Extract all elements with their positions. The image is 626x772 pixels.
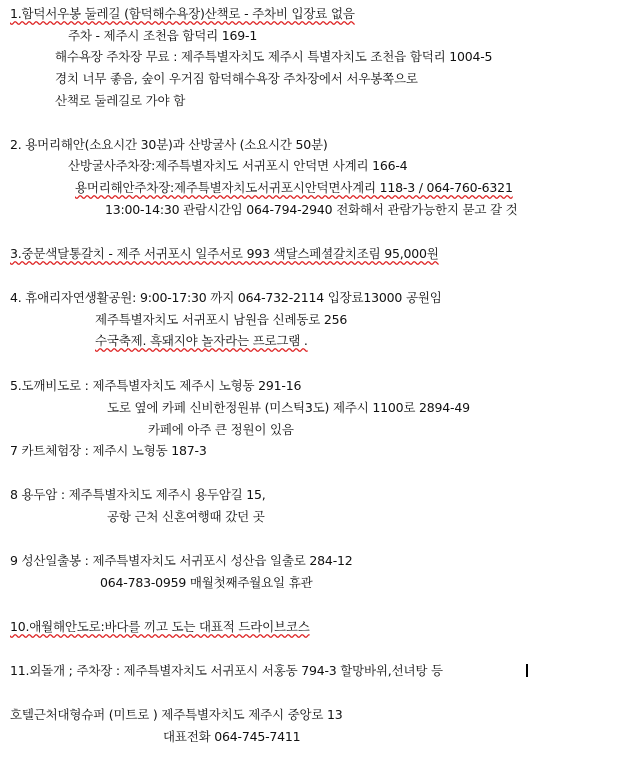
text-line: 수국축제. 흑돼지야 놀자라는 프로그램 . [95, 333, 308, 348]
text-line: 카페에 아주 큰 정원이 있음 [148, 422, 294, 437]
text-line: 주차 - 제주시 조천읍 함덕리 169-1 [68, 28, 258, 43]
text-line: 대표전화 064-745-7411 [163, 729, 301, 744]
text-line: 산책로 둘레길로 가야 함 [55, 93, 186, 108]
text-line: 064-783-0959 매월첫째주월요일 휴관 [100, 575, 313, 590]
text-line: 제주특별자치도 서귀포시 남원읍 신례동로 256 [95, 312, 348, 327]
text-line: 공항 근처 신혼여행때 갔던 곳 [107, 509, 265, 524]
text-line: 용머리해안주차장:제주특별자치도서귀포시안덕면사계리 118-3 / 064-760-6321 [75, 180, 513, 195]
text-line: 호텔근처대형슈퍼 (미트로 ) 제주특별자치도 제주시 중앙로 13 [10, 707, 343, 722]
text-line: 2. 용머리해안(소요시간 30분)과 산방굴사 (소요시간 50분) [10, 137, 328, 152]
text-line: 4. 휴애리자연생활공원: 9:00-17:30 까지 064-732-2114 입장료13000 공원임 [10, 290, 442, 305]
text-line: 11.외돌개 ; 주차장 : 제주특별자치도 서귀포시 서홍동 794-3 할망바위,선녀탕 등 [10, 663, 443, 678]
text-line: 1.함덕서우봉 둘레길 (함덕해수욕장)산책로 - 주차비 입장료 없음 [10, 6, 355, 21]
text-line: 9 성산일출봉 : 제주특별자치도 서귀포시 성산읍 일출로 284-12 [10, 553, 353, 568]
text-line: 10.애월해안도로:바다를 끼고 도는 대표적 드라이브코스 [10, 619, 310, 634]
text-line: 도로 옆에 카페 신비한정원뷰 (미스틱3도) 제주시 1100로 2894-49 [107, 400, 470, 415]
text-line: 7 카트체험장 : 제주시 노형동 187-3 [10, 443, 207, 458]
text-line: 8 용두암 : 제주특별자치도 제주시 용두암길 15, [10, 487, 266, 502]
text-line: 경치 너무 좋음, 숲이 우거짐 함덕해수욕장 주차장에서 서우봉쪽으로 [55, 71, 418, 86]
text-line: 산방굴사주차장:제주특별자치도 서귀포시 안덕면 사계리 166-4 [68, 158, 408, 173]
text-line: 5.도깨비도로 : 제주특별자치도 제주시 노형동 291-16 [10, 378, 302, 393]
text-line: 13:00-14:30 관람시간임 064-794-2940 전화해서 관람가능한지 묻고 갈 것 [105, 202, 518, 217]
text-line: 해수욕장 주차장 무료 : 제주특별자치도 제주시 특별자치도 조천읍 함덕리 1004-5 [55, 49, 493, 64]
text-line: 3.중문색달통갈치 - 제주 서귀포시 일주서로 993 색달스페셜갈치조림 95,000원 [10, 246, 439, 261]
text-cursor [526, 664, 528, 677]
